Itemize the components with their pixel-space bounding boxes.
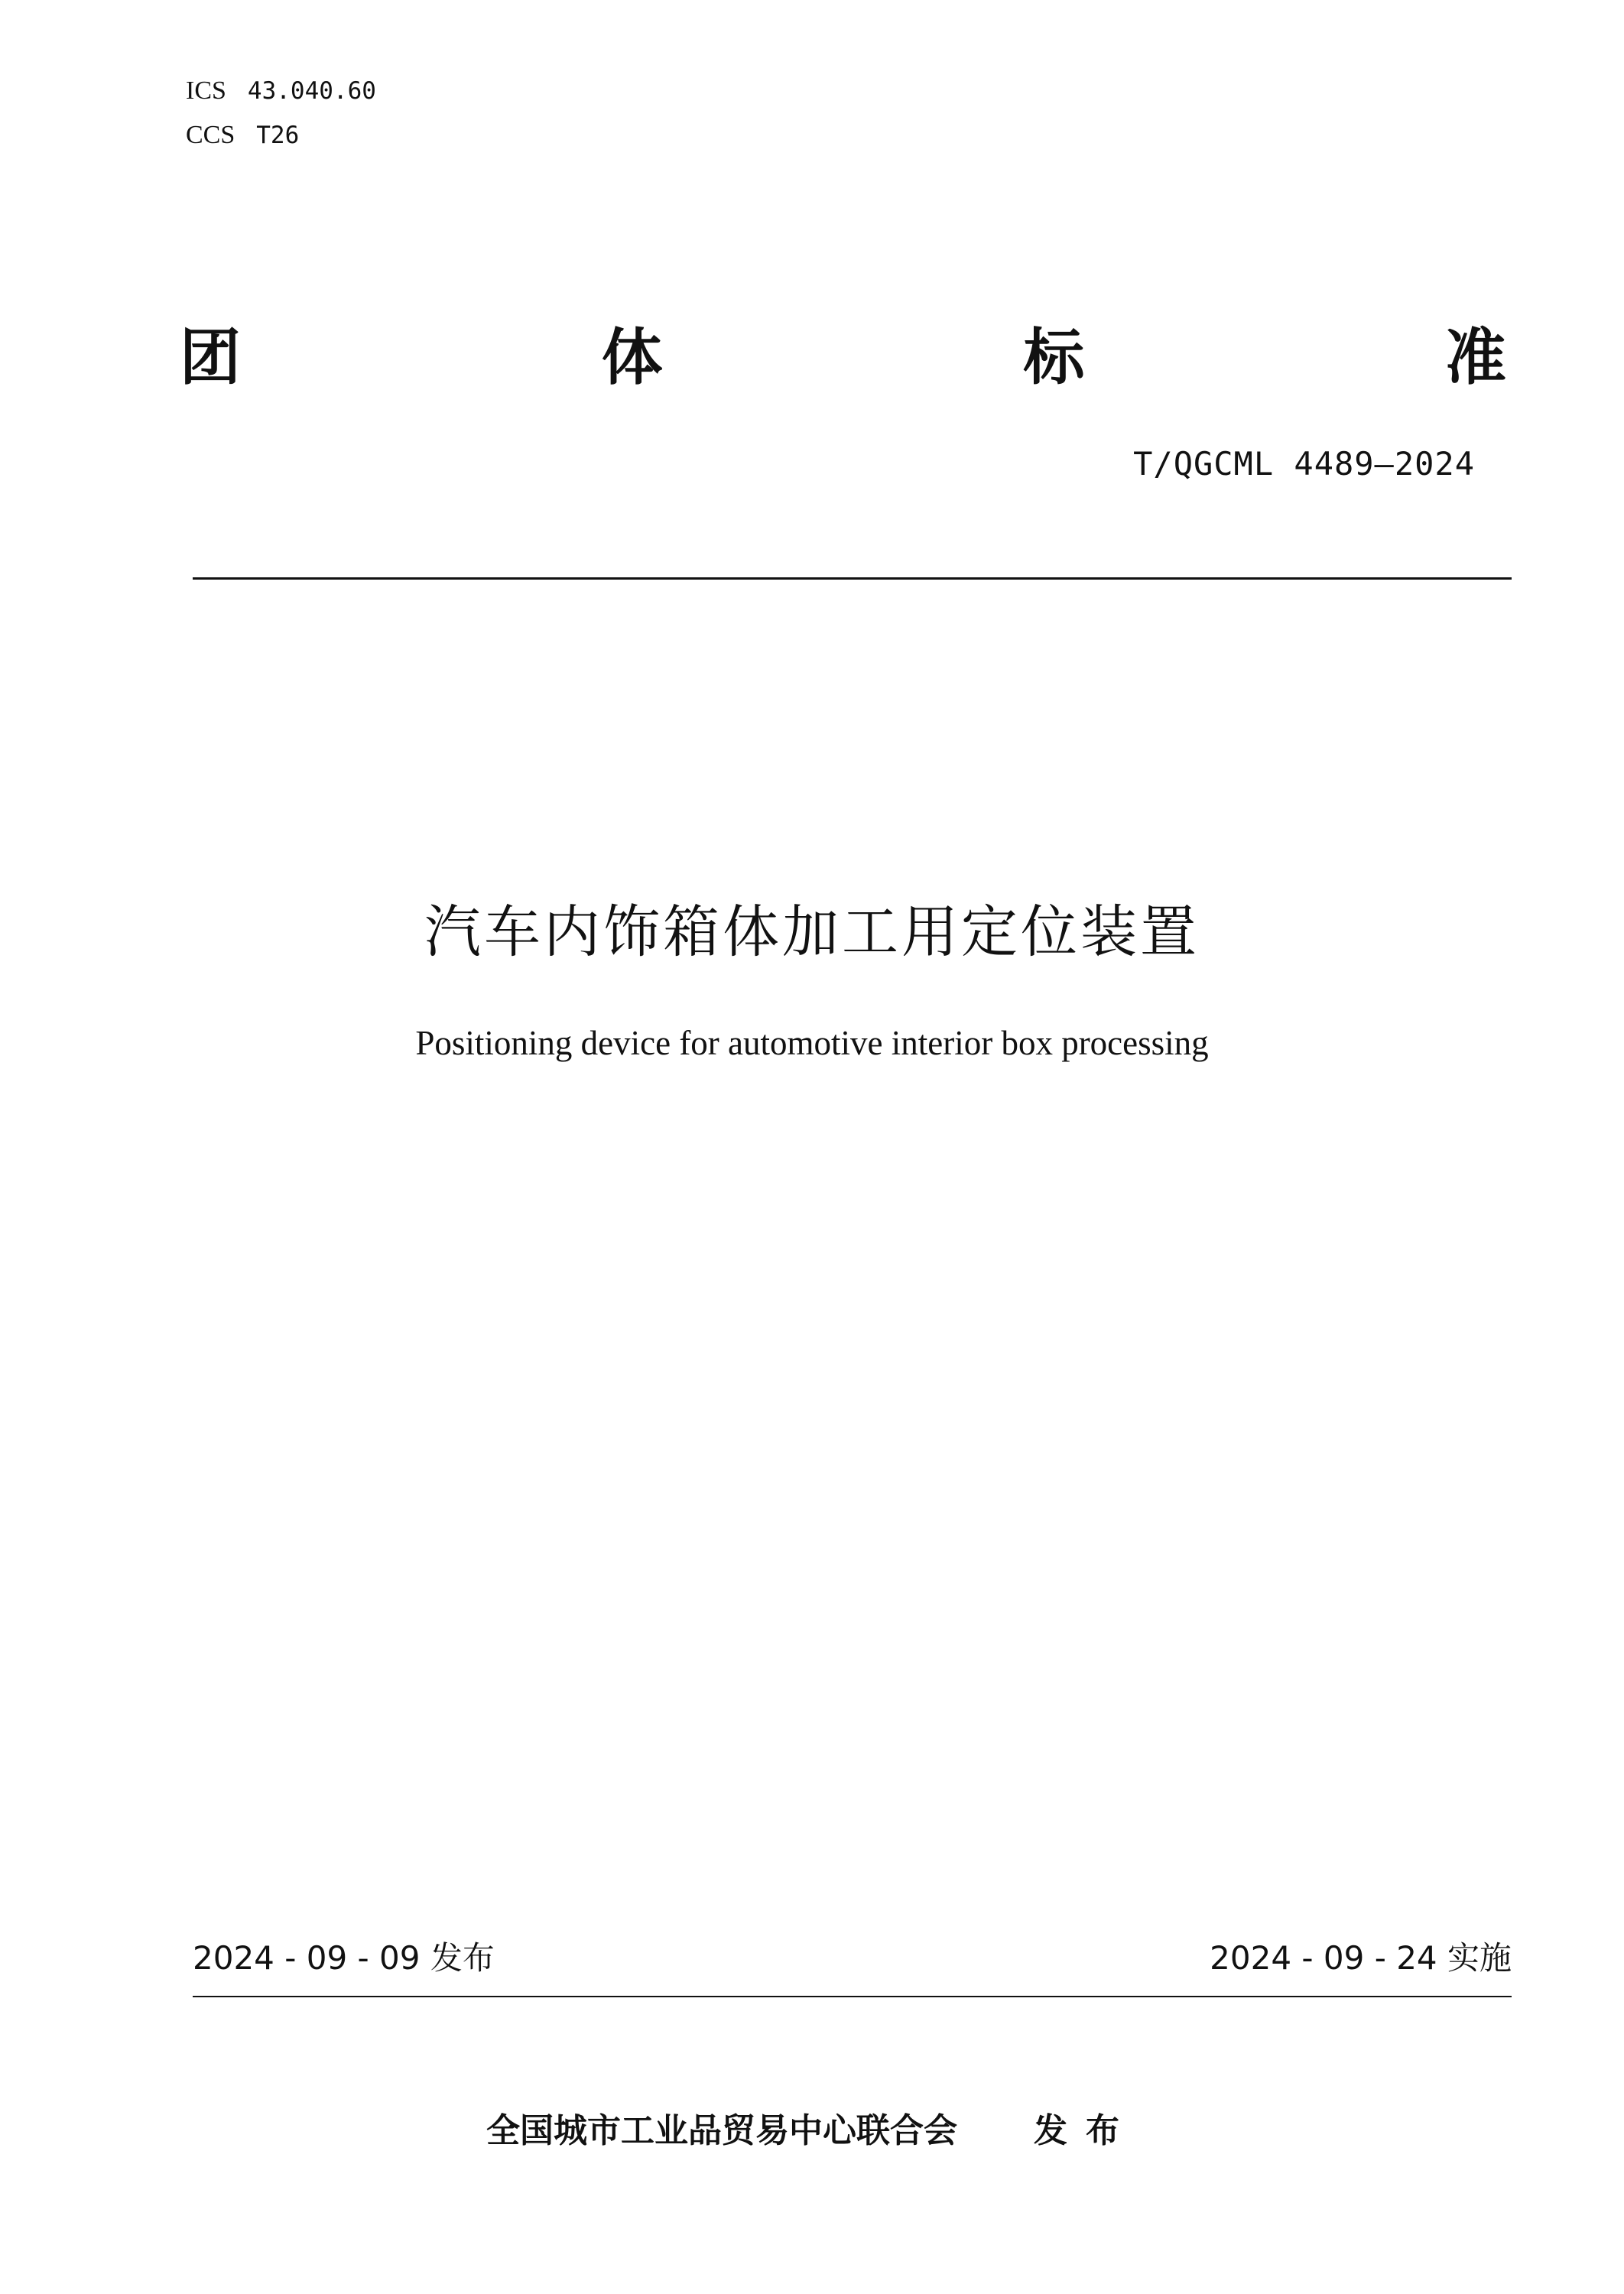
standard-type-char: 标 [1023,321,1085,393]
ccs-label: CCS [186,121,235,149]
header-divider [193,577,1512,580]
ics-row [186,76,376,110]
standard-type-title [180,314,1506,393]
effective-date: 2024 - 09 - 24 实施 [1210,1939,1512,1977]
ccs-row [186,121,299,154]
standard-type-char: 团 [180,321,241,393]
publisher-name: 全国城市工业品贸易中心联合会 [486,2111,957,2150]
document-title-english: Positioning device for automotive interior box processing [415,1024,1209,1062]
ics-label: ICS [186,76,226,105]
standard-type-char: 体 [601,321,663,393]
ccs-code: T26 [256,122,300,149]
standard-type-char: 准 [1444,321,1506,393]
publish-date: 2024 - 09 - 09 发布 [193,1939,495,1977]
ics-code: 43.040.60 [247,77,376,105]
document-title-chinese: 汽车内饰箱体加工用定位装置 [424,899,1200,965]
publish-word: 发布 [1034,2111,1138,2150]
standard-number: T/QGCML 4489—2024 [1133,445,1475,483]
footer-divider [193,1996,1512,1997]
publisher-line [0,2103,1624,2152]
